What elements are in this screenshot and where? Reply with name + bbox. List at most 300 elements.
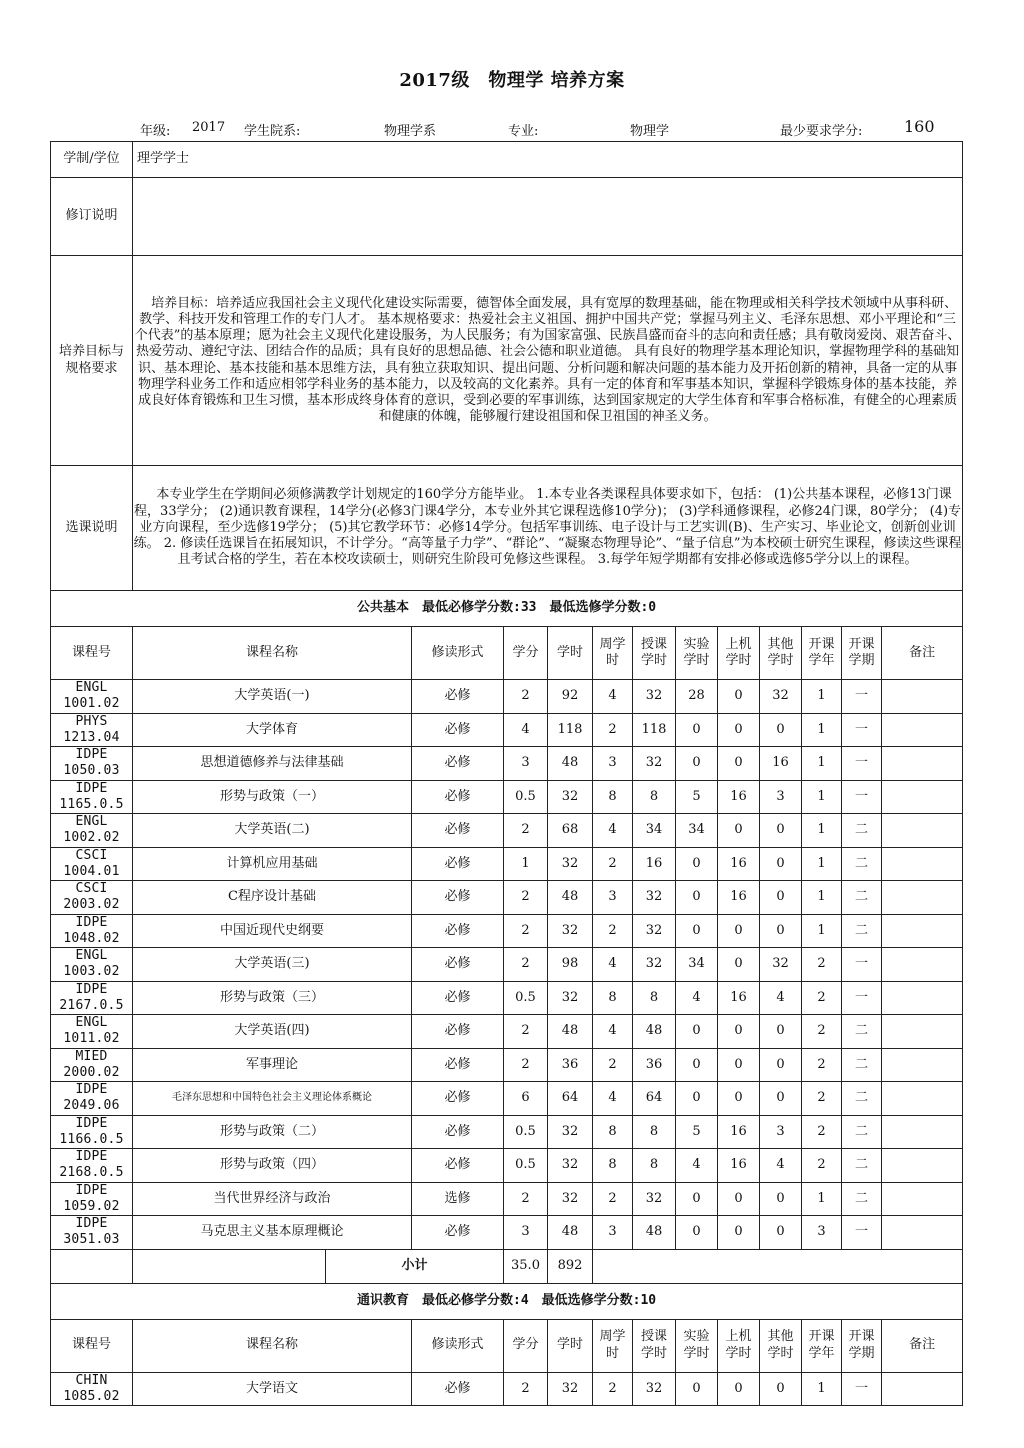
course-row: [51, 1048, 963, 1082]
degree-row: [51, 142, 963, 178]
course-hours: 98: [548, 948, 593, 982]
course-weekly: 4: [593, 1015, 633, 1049]
course-lab: 0: [676, 1015, 718, 1049]
subtotal-blank: [51, 1249, 133, 1283]
course-code: IDPE 1166.0.5: [51, 1115, 133, 1149]
course-name: 大学英语(二): [133, 814, 412, 848]
course-credit: 1: [504, 847, 548, 881]
course-term: 二: [842, 814, 882, 848]
course-computer: 0: [718, 1182, 760, 1216]
course-lab: 0: [676, 713, 718, 747]
course-name: 大学英语(一): [133, 680, 412, 714]
course-name: 大学语文: [133, 1372, 412, 1406]
course-row: [51, 1015, 963, 1049]
course-hours: 68: [548, 814, 593, 848]
course-lecture: 32: [633, 948, 676, 982]
course-code: IDPE 1059.02: [51, 1182, 133, 1216]
header-type: 修读形式: [412, 1319, 504, 1372]
course-weekly: 8: [593, 981, 633, 1015]
dept-value: 物理学系: [384, 124, 437, 139]
course-other: 32: [760, 680, 802, 714]
curriculum-table: [50, 141, 963, 1406]
course-note: [882, 1015, 963, 1049]
header-note: 备注: [882, 627, 963, 680]
header-year: 开课学年: [802, 627, 842, 680]
course-hours: 64: [548, 1082, 593, 1116]
header-type: 修读形式: [412, 627, 504, 680]
course-code: ENGL 1001.02: [51, 680, 133, 714]
course-lecture: 48: [633, 1216, 676, 1250]
course-note: [882, 814, 963, 848]
course-code: IDPE 1165.0.5: [51, 780, 133, 814]
course-weekly: 3: [593, 1216, 633, 1250]
course-type: 必修: [412, 713, 504, 747]
course-type: 必修: [412, 1216, 504, 1250]
course-year: 1: [802, 1372, 842, 1406]
course-code: MIED 2000.02: [51, 1048, 133, 1082]
selection-row: [51, 466, 963, 591]
course-term: 一: [842, 948, 882, 982]
header-other: 其他学时: [760, 1319, 802, 1372]
course-lecture: 32: [633, 881, 676, 915]
course-computer: 16: [718, 1149, 760, 1183]
course-hours: 32: [548, 1149, 593, 1183]
header-hours: 学时: [548, 1319, 593, 1372]
course-computer: 0: [718, 914, 760, 948]
course-lecture: 48: [633, 1015, 676, 1049]
course-lab: 4: [676, 1149, 718, 1183]
course-note: [882, 914, 963, 948]
header-computer: 上机学时: [718, 627, 760, 680]
dept-label: 学生院系:: [244, 124, 301, 139]
course-type: 必修: [412, 1372, 504, 1406]
course-lab: 4: [676, 981, 718, 1015]
course-code: CHIN 1085.02: [51, 1372, 133, 1406]
course-credit: 2: [504, 914, 548, 948]
header-lab: 实验学时: [676, 1319, 718, 1372]
course-note: [882, 1149, 963, 1183]
course-other: 0: [760, 1216, 802, 1250]
course-row: [51, 1372, 963, 1406]
course-lab: 34: [676, 948, 718, 982]
course-credit: 2: [504, 948, 548, 982]
course-lecture: 32: [633, 680, 676, 714]
course-lecture: 36: [633, 1048, 676, 1082]
course-row: [51, 981, 963, 1015]
course-computer: 0: [718, 1015, 760, 1049]
course-other: 0: [760, 881, 802, 915]
course-term: 一: [842, 1372, 882, 1406]
course-weekly: 4: [593, 948, 633, 982]
course-hours: 32: [548, 1115, 593, 1149]
course-other: 0: [760, 1048, 802, 1082]
course-type: 必修: [412, 747, 504, 781]
course-term: 一: [842, 747, 882, 781]
course-credit: 0.5: [504, 780, 548, 814]
min-credits-value: 160: [904, 117, 935, 136]
course-name: 马克思主义基本原理概论: [133, 1216, 412, 1250]
course-row: [51, 780, 963, 814]
course-note: [882, 1082, 963, 1116]
course-weekly: 2: [593, 847, 633, 881]
course-type: 必修: [412, 1082, 504, 1116]
course-code: ENGL 1003.02: [51, 948, 133, 982]
course-weekly: 2: [593, 713, 633, 747]
course-weekly: 4: [593, 1082, 633, 1116]
course-computer: 0: [718, 1216, 760, 1250]
course-name: 形势与政策（一）: [133, 780, 412, 814]
revision-value: [133, 178, 963, 256]
course-lab: 5: [676, 1115, 718, 1149]
course-code: CSCI 1004.01: [51, 847, 133, 881]
course-lab: 28: [676, 680, 718, 714]
course-credit: 6: [504, 1082, 548, 1116]
course-note: [882, 713, 963, 747]
course-name: 当代世界经济与政治: [133, 1182, 412, 1216]
course-computer: 16: [718, 780, 760, 814]
course-name: 大学英语(四): [133, 1015, 412, 1049]
section2-title: 通识教育 最低必修学分数:4 最低选修学分数:10: [51, 1283, 963, 1319]
course-hours: 32: [548, 1372, 593, 1406]
course-weekly: 8: [593, 780, 633, 814]
course-term: 二: [842, 1182, 882, 1216]
course-lecture: 32: [633, 1372, 676, 1406]
course-term: 二: [842, 1149, 882, 1183]
course-other: 4: [760, 1149, 802, 1183]
course-row: [51, 713, 963, 747]
course-row: [51, 847, 963, 881]
course-year: 1: [802, 847, 842, 881]
course-note: [882, 881, 963, 915]
course-name: 大学体育: [133, 713, 412, 747]
course-hours: 36: [548, 1048, 593, 1082]
course-other: 3: [760, 1115, 802, 1149]
course-lab: 34: [676, 814, 718, 848]
course-note: [882, 1182, 963, 1216]
course-computer: 0: [718, 680, 760, 714]
course-weekly: 8: [593, 1149, 633, 1183]
header-lecture: 授课学时: [633, 627, 676, 680]
course-term: 一: [842, 981, 882, 1015]
header-credit: 学分: [504, 1319, 548, 1372]
course-lecture: 34: [633, 814, 676, 848]
course-other: 0: [760, 814, 802, 848]
course-lab: 0: [676, 1082, 718, 1116]
course-note: [882, 680, 963, 714]
course-type: 必修: [412, 914, 504, 948]
header-weekly: 周学时: [593, 1319, 633, 1372]
course-other: 3: [760, 780, 802, 814]
course-term: 一: [842, 713, 882, 747]
course-credit: 4: [504, 713, 548, 747]
course-weekly: 4: [593, 814, 633, 848]
course-computer: 0: [718, 1048, 760, 1082]
course-other: 0: [760, 1182, 802, 1216]
revision-label: 修订说明: [51, 178, 133, 256]
course-other: 0: [760, 914, 802, 948]
course-name: 形势与政策（三）: [133, 981, 412, 1015]
course-other: 32: [760, 948, 802, 982]
course-type: 选修: [412, 1182, 504, 1216]
header-year: 开课学年: [802, 1319, 842, 1372]
course-weekly: 2: [593, 1372, 633, 1406]
header-name: 课程名称: [133, 627, 412, 680]
course-row: [51, 914, 963, 948]
header-code: 课程号: [51, 627, 133, 680]
subtotal-credit: 35.0: [504, 1249, 548, 1283]
course-note: [882, 847, 963, 881]
course-type: 必修: [412, 847, 504, 881]
course-lab: 5: [676, 780, 718, 814]
course-name: 大学英语(三): [133, 948, 412, 982]
course-hours: 32: [548, 914, 593, 948]
header-weekly: 周学时: [593, 627, 633, 680]
course-hours: 48: [548, 1216, 593, 1250]
course-hours: 32: [548, 981, 593, 1015]
header-term: 开课学期: [842, 627, 882, 680]
course-row: [51, 1216, 963, 1250]
course-lecture: 32: [633, 747, 676, 781]
course-lecture: 8: [633, 1115, 676, 1149]
course-weekly: 3: [593, 747, 633, 781]
course-row: [51, 814, 963, 848]
course-credit: 3: [504, 1216, 548, 1250]
subtotal-blank: [133, 1249, 326, 1283]
section1-title: 公共基本 最低必修学分数:33 最低选修学分数:0: [51, 591, 963, 627]
course-year: 1: [802, 1182, 842, 1216]
course-year: 1: [802, 814, 842, 848]
course-row: [51, 747, 963, 781]
course-row: [51, 881, 963, 915]
course-computer: 16: [718, 847, 760, 881]
course-other: 0: [760, 1082, 802, 1116]
header-note: 备注: [882, 1319, 963, 1372]
course-other: 0: [760, 1372, 802, 1406]
course-hours: 48: [548, 1015, 593, 1049]
course-other: 0: [760, 713, 802, 747]
course-credit: 2: [504, 814, 548, 848]
major-value: 物理学: [630, 124, 670, 139]
course-term: 一: [842, 780, 882, 814]
course-lecture: 16: [633, 847, 676, 881]
course-lab: 0: [676, 881, 718, 915]
course-year: 2: [802, 981, 842, 1015]
course-note: [882, 981, 963, 1015]
course-name: 计算机应用基础: [133, 847, 412, 881]
course-year: 2: [802, 1015, 842, 1049]
course-hours: 48: [548, 747, 593, 781]
header-code: 课程号: [51, 1319, 133, 1372]
course-lab: 0: [676, 914, 718, 948]
course-code: ENGL 1002.02: [51, 814, 133, 848]
course-code: PHYS 1213.04: [51, 713, 133, 747]
course-credit: 2: [504, 1015, 548, 1049]
course-note: [882, 780, 963, 814]
course-type: 必修: [412, 814, 504, 848]
course-type: 必修: [412, 780, 504, 814]
min-credits-label: 最少要求学分:: [780, 124, 863, 139]
course-note: [882, 1048, 963, 1082]
course-lab: 0: [676, 747, 718, 781]
header-lab: 实验学时: [676, 627, 718, 680]
course-hours: 48: [548, 881, 593, 915]
subtotal-hours: 892: [548, 1249, 593, 1283]
course-code: IDPE 2167.0.5: [51, 981, 133, 1015]
course-type: 必修: [412, 981, 504, 1015]
course-term: 二: [842, 1015, 882, 1049]
course-other: 4: [760, 981, 802, 1015]
course-row: [51, 1082, 963, 1116]
grade-value: 2017: [192, 120, 226, 135]
degree-value: 理学学士: [133, 142, 963, 178]
course-name: 形势与政策（二）: [133, 1115, 412, 1149]
header-lecture: 授课学时: [633, 1319, 676, 1372]
course-note: [882, 948, 963, 982]
course-code: IDPE 1048.02: [51, 914, 133, 948]
header-hours: 学时: [548, 627, 593, 680]
goals-row: [51, 256, 963, 466]
course-year: 2: [802, 1115, 842, 1149]
course-name: 思想道德修养与法律基础: [133, 747, 412, 781]
course-type: 必修: [412, 1115, 504, 1149]
course-row: [51, 1182, 963, 1216]
course-credit: 3: [504, 747, 548, 781]
course-year: 1: [802, 881, 842, 915]
course-weekly: 8: [593, 1115, 633, 1149]
course-lecture: 8: [633, 981, 676, 1015]
course-weekly: 2: [593, 914, 633, 948]
course-computer: 0: [718, 747, 760, 781]
course-other: 16: [760, 747, 802, 781]
course-term: 二: [842, 1048, 882, 1082]
course-note: [882, 747, 963, 781]
course-lab: 0: [676, 1216, 718, 1250]
course-computer: 0: [718, 713, 760, 747]
course-credit: 0.5: [504, 1115, 548, 1149]
course-lecture: 8: [633, 780, 676, 814]
course-type: 必修: [412, 948, 504, 982]
course-year: 2: [802, 1082, 842, 1116]
course-code: IDPE 3051.03: [51, 1216, 133, 1250]
course-lecture: 32: [633, 914, 676, 948]
header-other: 其他学时: [760, 627, 802, 680]
course-credit: 2: [504, 881, 548, 915]
course-code: CSCI 2003.02: [51, 881, 133, 915]
header-term: 开课学期: [842, 1319, 882, 1372]
course-year: 1: [802, 747, 842, 781]
course-name: 毛泽东思想和中国特色社会主义理论体系概论: [133, 1082, 412, 1116]
course-computer: 16: [718, 881, 760, 915]
course-year: 1: [802, 780, 842, 814]
course-code: ENGL 1011.02: [51, 1015, 133, 1049]
course-name: 中国近现代史纲要: [133, 914, 412, 948]
course-name: C程序设计基础: [133, 881, 412, 915]
course-row: [51, 1149, 963, 1183]
course-hours: 32: [548, 1182, 593, 1216]
course-term: 一: [842, 1216, 882, 1250]
course-hours: 32: [548, 780, 593, 814]
course-hours: 92: [548, 680, 593, 714]
course-lecture: 118: [633, 713, 676, 747]
meta-line: [132, 117, 962, 140]
section1-header: [51, 591, 963, 627]
course-term: 二: [842, 1082, 882, 1116]
header-computer: 上机学时: [718, 1319, 760, 1372]
course-credit: 0.5: [504, 981, 548, 1015]
course-computer: 0: [718, 1082, 760, 1116]
header-credit: 学分: [504, 627, 548, 680]
selection-label: 选课说明: [51, 466, 133, 591]
course-type: 必修: [412, 1149, 504, 1183]
course-term: 二: [842, 1115, 882, 1149]
subtotal-row: [51, 1249, 963, 1283]
course-credit: 2: [504, 1182, 548, 1216]
course-note: [882, 1216, 963, 1250]
column-header-row: [51, 627, 963, 680]
course-weekly: 2: [593, 1182, 633, 1216]
course-weekly: 2: [593, 1048, 633, 1082]
course-credit: 0.5: [504, 1149, 548, 1183]
grade-label: 年级:: [140, 124, 171, 139]
course-name: 形势与政策（四）: [133, 1149, 412, 1183]
course-term: 一: [842, 680, 882, 714]
course-name: 军事理论: [133, 1048, 412, 1082]
course-lecture: 8: [633, 1149, 676, 1183]
course-type: 必修: [412, 881, 504, 915]
course-year: 2: [802, 1149, 842, 1183]
course-credit: 2: [504, 1048, 548, 1082]
page-title: 2017级 物理学 培养方案: [399, 70, 625, 91]
course-type: 必修: [412, 1015, 504, 1049]
course-code: IDPE 1050.03: [51, 747, 133, 781]
course-computer: 0: [718, 1372, 760, 1406]
course-other: 0: [760, 1015, 802, 1049]
course-credit: 2: [504, 680, 548, 714]
course-type: 必修: [412, 1048, 504, 1082]
course-lecture: 32: [633, 1182, 676, 1216]
course-row: [51, 1115, 963, 1149]
course-note: [882, 1115, 963, 1149]
course-term: 二: [842, 847, 882, 881]
course-year: 3: [802, 1216, 842, 1250]
course-code: IDPE 2049.06: [51, 1082, 133, 1116]
course-computer: 16: [718, 1115, 760, 1149]
course-credit: 2: [504, 1372, 548, 1406]
subtotal-rest: [593, 1249, 963, 1283]
subtotal-label: 小计: [326, 1249, 504, 1283]
course-type: 必修: [412, 680, 504, 714]
course-code: IDPE 2168.0.5: [51, 1149, 133, 1183]
course-year: 1: [802, 914, 842, 948]
course-note: [882, 1372, 963, 1406]
degree-label: 学制/学位: [51, 142, 133, 178]
course-hours: 118: [548, 713, 593, 747]
course-lab: 0: [676, 1048, 718, 1082]
course-term: 二: [842, 881, 882, 915]
course-lecture: 64: [633, 1082, 676, 1116]
course-other: 0: [760, 847, 802, 881]
course-weekly: 3: [593, 881, 633, 915]
course-year: 1: [802, 680, 842, 714]
course-lab: 0: [676, 1182, 718, 1216]
course-lab: 0: [676, 1372, 718, 1406]
course-year: 2: [802, 1048, 842, 1082]
course-hours: 32: [548, 847, 593, 881]
column-header-row: [51, 1319, 963, 1372]
revision-row: [51, 178, 963, 256]
selection-text: 本专业学生在学期间必须修满教学计划规定的160学分方能毕业。 1.本专业各类课程具体要求如下，包括： (1)公共基本课程，必修13门课程，33学分； (2)通识教育课程，14学分(必修3门课4学分，本专业外其它课程选修10学分)； (3)学科通修课程，必修24门课，80学分； (4)专业方向课程，至少选修19学分； (5)其它教学环节：必修14学分。包括军事训练、电子设计与工艺实训(B)、生产实习、毕业论文，创新创业训练。 2. 修读任选课旨在拓展知识，不计学分。“高等量子力学”、“群论”、“凝聚态物理导论”、“量子信息”为本校硕士研究生课程，修读这些课程且考试合格的学生，若在本校攻读硕士，则研究生阶段可免修这些课程。 3.每学年短学期都有安排必修或选修5学分以上的课程。: [133, 466, 963, 591]
goals-text: 培养目标：培养适应我国社会主义现代化建设实际需要，德智体全面发展，具有宽厚的数理基础，能在物理或相关科学技术领域中从事科研、教学、科技开发和管理工作的专门人才。 基本规格要求：热爱社会主义祖国、拥护中国共产党；掌握马列主义、毛泽东思想、邓小平理论和“三个代表”的基本原理；愿为社会主义现代化建设服务，为人民服务；有为国家富强、民族昌盛而奋斗的志向和责任感；具有敬岗爱岗、艰苦奋斗、热爱劳动、遵纪守法、团结合作的品质；具有良好的思想品德、社会公德和职业道德。 具有良好的物理学基本理论知识，掌握物理学科的基础知识、基本理论、基本技能和基本思维方法，具有独立获取知识、提出问题、分析问题和解决问题的基本能力及开拓创新的精神，具备一定的从事物理学科业务工作和适应相邻学科业务的基本能力，以及较高的文化素养。具有一定的体育和军事基本知识，掌握科学锻炼身体的基本技能，养成良好体育锻炼和卫生习惯，基本形成终身体育的意识，受到必要的军事训练，达到国家规定的大学生体育和军事合格标准，有健全的心理素质和健康的体魄，能够履行建设祖国和保卫祖国的神圣义务。: [133, 256, 963, 466]
